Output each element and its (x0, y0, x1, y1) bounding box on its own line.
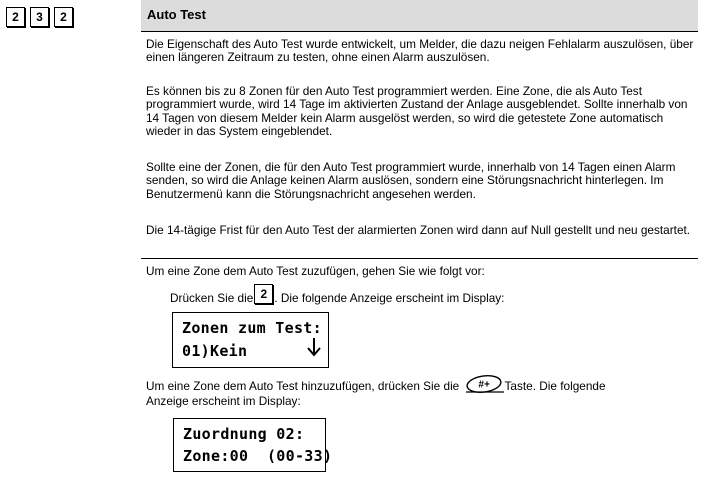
section-header (141, 0, 698, 32)
lcd-display-2 (173, 418, 333, 472)
paragraph-zones: Es können bis zu 8 Zonen für den Auto Test programmiert werden. Eine Zone, die als Auto Test programmiert wurde, wird 14 Tage im aktivierten Zustand der Anlage ausgeblendet. Sollte innerhalb von 14 Tagen von diesem Melder kein Alarm ausgelöst werden, so wird die getestete Zone automatisch wieder in das System eingeblendet. (146, 84, 688, 139)
menu-key-2: 3 (30, 7, 49, 27)
hash-plus-key-icon (464, 374, 504, 394)
menu-key-1: 2 (6, 7, 25, 27)
procedure-intro: Um eine Zone dem Auto Test zuzufügen, gehen Sie wie folgt vor: (146, 264, 485, 278)
divider (141, 258, 698, 259)
step-2-text-before: Um eine Zone dem Auto Test hinzuzufügen, drücken Sie die (146, 379, 460, 393)
arrow-down-icon (307, 337, 321, 357)
section-title: Auto Test (147, 7, 206, 22)
key-2-icon: 2 (254, 284, 273, 304)
lcd-display-1 (172, 312, 329, 368)
hash-key-label: #+ (477, 379, 490, 391)
step-1-text-after: . Die folgende Anzeige erscheint im Display: (274, 291, 505, 305)
step-2-text-after: Taste. Die folgende (504, 379, 606, 393)
step-1-text-before: Drücken Sie die (170, 291, 254, 305)
menu-key-3: 2 (54, 7, 73, 27)
lcd-1-line-2: 01)Kein (182, 342, 248, 360)
lcd-2-line-1: Zuordnung 02: (183, 425, 305, 443)
paragraph-reset: Die 14-tägige Frist für den Auto Test der alarmierten Zonen wird dann auf Null gestellt und neu gestartet. (146, 223, 691, 237)
lcd-2-line-2: Zone:00 (00-33) (183, 447, 333, 465)
step-2 (146, 374, 696, 408)
step-2-text-line-2: Anzeige erscheint im Display: (146, 394, 301, 408)
step-1 (170, 284, 690, 310)
paragraph-alarm: Sollte eine der Zonen, die für den Auto Test programmiert wurde, innerhalb von 14 Tagen einen Alarm senden, so wird die Anlage keinen Alarm auslösen, sondern eine Störungsnachricht hinterlegen. Im Benutzermenü kann die Störungsnachricht angesehen werden. (146, 160, 676, 201)
paragraph-intro: Die Eigenschaft des Auto Test wurde entwickelt, um Melder, die dazu neigen Fehlalarm auszulösen, über einen längeren Zeitraum zu testen, ohne einen Alarm auszulösen. (146, 37, 694, 65)
menu-path (6, 7, 73, 27)
lcd-1-line-1: Zonen zum Test: (182, 319, 322, 337)
